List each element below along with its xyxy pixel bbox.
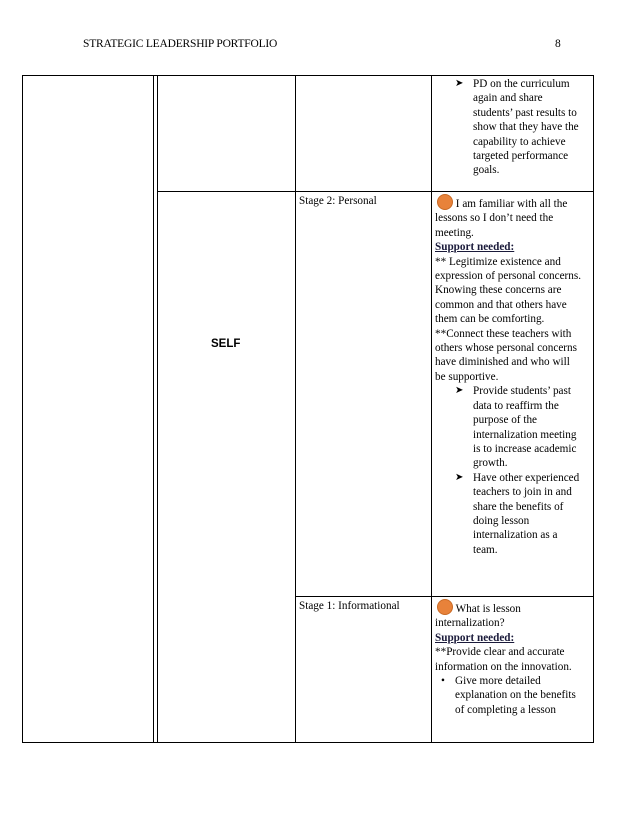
column-divider — [157, 76, 158, 742]
support-heading: Support needed: — [435, 631, 515, 644]
list-item: ➤ PD on the curriculum again and share students’ past results to show that they have the capability to achieve targeted performance goals. — [455, 78, 579, 177]
column-divider — [295, 76, 296, 742]
page-number: 8 — [555, 38, 561, 50]
arrow-bullet-icon: ➤ — [455, 385, 464, 397]
stage2-label: Stage 2: Personal — [299, 195, 377, 207]
running-header-title: STRATEGIC LEADERSHIP PORTFOLIO — [83, 38, 278, 50]
top-row-cell — [435, 77, 583, 178]
support-heading: Support needed: — [435, 241, 515, 254]
arrow-bullet-icon: ➤ — [455, 471, 464, 483]
stage2-concern: I am familiar with all the lessons so I don’t need the meeting. — [435, 194, 583, 240]
list-item: • Give more detailed explanation on the benefits of completing a lesson — [441, 675, 576, 716]
concern-marker-icon — [437, 194, 453, 210]
row-divider — [157, 191, 593, 192]
stage1-concern: What is lesson internalization? — [435, 599, 583, 631]
concern-marker-icon — [437, 599, 453, 615]
stage1-paragraph: **Provide clear and accurate information on the innovation. — [435, 646, 572, 673]
column-divider — [431, 76, 432, 742]
self-label: SELF — [211, 338, 241, 350]
list-item: ➤ Provide students’ past data to reaffirm the purpose of the internalization meeting is to increase academic growth. — [455, 385, 577, 470]
arrow-bullet-icon: ➤ — [455, 78, 464, 89]
list-item: ➤ Have other experienced teachers to join in and share the benefits of doing lesson internalization as a team. — [455, 471, 580, 556]
row-divider — [295, 596, 593, 597]
stage1-cell — [435, 599, 583, 717]
stage2-paragraph: ** Legitimize existence and expression of personal concerns. Knowing these concerns are common and that others have them can be comforting. — [435, 255, 582, 326]
bullet-dot-icon: • — [441, 675, 445, 688]
column-divider — [153, 76, 154, 742]
stage2-paragraph: **Connect these teachers with others whose personal concerns have diminished and who will be supportive. — [435, 327, 577, 383]
stage1-label: Stage 1: Informational — [299, 600, 400, 612]
stage2-cell — [435, 194, 583, 557]
concerns-table — [22, 75, 594, 743]
